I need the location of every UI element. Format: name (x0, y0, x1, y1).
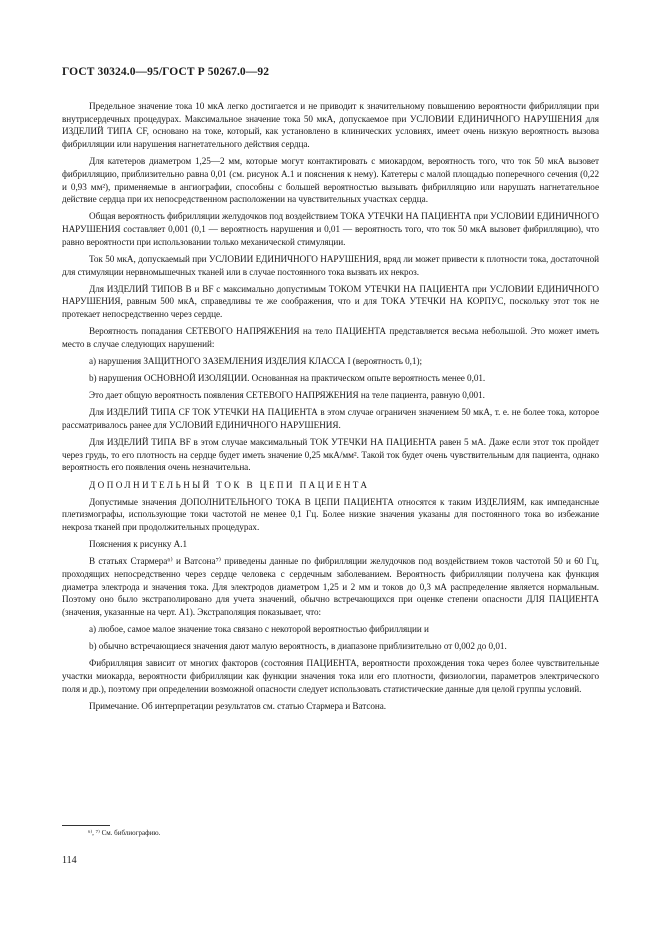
paragraph: Ток 50 мкА, допускаемый при УСЛОВИИ ЕДИНИЧНОГО НАРУШЕНИЯ, вряд ли может привести к плотности тока, достаточной для стимуляции нервномышечных тканей или в случае постоянного тока вызвать их некроз. (62, 253, 599, 277)
paragraph: Предельное значение тока 10 мкА легко достигается и не приводит к значительному повышению вероятности фибрилляции при внутрисердечных процедурах. Максимальное значение тока 50 мкА, допускаемое при УСЛОВИИ ЕДИНИЧНОГО НАРУШЕНИЯ для ИЗДЕЛИЙ ТИПА CF, основано на токе, который, как установлено в клинических условиях, имеет очень низкую вероятность вызова фибрилляции или нарушения нагнетательного действия сердца. (62, 101, 599, 150)
paragraph: Для ИЗДЕЛИЙ ТИПА CF ТОК УТЕЧКИ НА ПАЦИЕНТА в этом случае ограничен значением 50 мкА, т. е. не более тока, которое рассматривалось ранее для УСЛОВИЙ ЕДИНИЧНОГО НАРУШЕНИЯ. (62, 407, 599, 430)
document-header: ГОСТ 30324.0—95/ГОСТ Р 50267.0—92 (62, 66, 270, 78)
footnote: ⁶⁾, ⁷⁾ См. библиографию. (88, 829, 161, 837)
paragraph: Общая вероятность фибрилляции желудочков под воздействием ТОКА УТЕЧКИ НА ПАЦИЕНТА при УСЛОВИИ ЕДИНИЧНОГО НАРУШЕНИЯ составляет 0,001 (0,1 — вероятность нарушения и 0,01 — вероятность того, что ток 50 мкА вызовет фибрилляцию), что равно вероятности при использовании только механической стимуляции. (62, 211, 599, 247)
list-item: а) нарушения ЗАЩИТНОГО ЗАЗЕМЛЕНИЯ ИЗДЕЛИЯ КЛАССА I (вероятность 0,1); (89, 356, 422, 366)
paragraph: Для ИЗДЕЛИЙ ТИПА BF в этом случае максимальный ТОК УТЕЧКИ НА ПАЦИЕНТА равен 5 мА. Даже если этот ток пройдет через грудь, то его плотность на сердце будет иметь значение 0,25 мкА/мм². Такой ток будет очень чувствительным для пациента, однако вероятность его появления очень незначительна. (62, 437, 599, 473)
paragraph: Это дает общую вероятность появления СЕТЕВОГО НАПРЯЖЕНИЯ на теле пациента, равную 0,001. (89, 390, 485, 401)
paragraph: Вероятность попадания СЕТЕВОГО НАПРЯЖЕНИЯ на тело ПАЦИЕНТА представляется весьма небольшой. Это может иметь место в случае следующих нарушений: (62, 326, 599, 349)
section-heading: ДОПОЛНИТЕЛЬНЫЙ ТОК В ЦЕПИ ПАЦИЕНТА (89, 479, 370, 490)
paragraph: Пояснения к рисунку А.1 (89, 539, 188, 550)
page-number: 114 (62, 855, 77, 866)
list-item: b) обычно встречающиеся значения дают малую вероятность, в диапазоне приблизительно от 0,002 до 0,01. (89, 641, 507, 652)
paragraph: Для ИЗДЕЛИЙ ТИПОВ В и BF с максимально допустимым ТОКОМ УТЕЧКИ НА ПАЦИЕНТА при УСЛОВИИ ЕДИНИЧНОГО НАРУШЕНИЯ, равным 500 мкА, справедливы те же соображения, что и для ТОКА УТЕЧКИ НА КОРПУС, поскольку этот ток не протекает непосредственно через сердце. (62, 283, 599, 320)
footnote-divider (62, 825, 110, 826)
note: Примечание. Об интерпретации результатов см. статью Стармера и Ватсона. (89, 700, 387, 711)
list-item: b) нарушения ОСНОВНОЙ ИЗОЛЯЦИИ. Основанная на практическом опыте вероятность менее 0,01. (89, 373, 486, 384)
paragraph: Допустимые значения ДОПОЛНИТЕЛЬНОГО ТОКА В ЦЕПИ ПАЦИЕНТА относятся к таким ИЗДЕЛИЯМ, как импедансные плетизмографы, использующие токи частотой не менее 0,1 Гц. Более низкие значения указаны для постоянного тока во избежание некроза тканей при продолжительных процедурах. (62, 496, 599, 533)
paragraph: Фибрилляция зависит от многих факторов (состояния ПАЦИЕНТА, вероятности прохождения тока через более чувствительные участки миокарда, вероятности фибрилляции как функции значения тока или его плотности, физиологии, параметров электрического поля и др.), поэтому при определении возможной опасности следует использовать статистические данные для целой группы условий. (62, 658, 599, 694)
list-item: а) любое, самое малое значение тока связано с некоторой вероятностью фибрилляции и (89, 624, 429, 635)
paragraph: Для катетеров диаметром 1,25—2 мм, которые могут контактировать с миокардом, вероятность того, что ток 50 мкА вызовет фибрилляцию, приблизительно равна 0,01 (см. рисунок А.1 и пояснения к нему). Катетеры с малой площадью поперечного сечения (0,22 и 0,93 мм²), применяемые в ангиографии, способны с большей вероятностью вызывать фибрилляцию или нарушать нагнетательное действие сердца при их непосредственном расположении на чувствительных участках сердца. (62, 156, 599, 205)
paragraph: В статьях Стармера⁶⁾ и Ватсона⁷⁾ приведены данные по фибрилляции желудочков под воздействием токов частотой 50 и 60 Гц, проходящих непосредственно через сердце человека с сердечным заболеванием. Вероятность фибрилляции получена как функция диаметра электрода и значения тока. Для электродов диаметром 1,25 и 2 мм и токов до 0,3 мА распределение является нормальным. Поэтому оно было экстраполировано для учета значений, обычно встречающихся при оценке степени опасности ДЛЯ ПАЦИЕНТА (значения, указанные на черт. А1). Экстраполяция показывает, что: (62, 556, 599, 618)
document-body (62, 100, 599, 717)
